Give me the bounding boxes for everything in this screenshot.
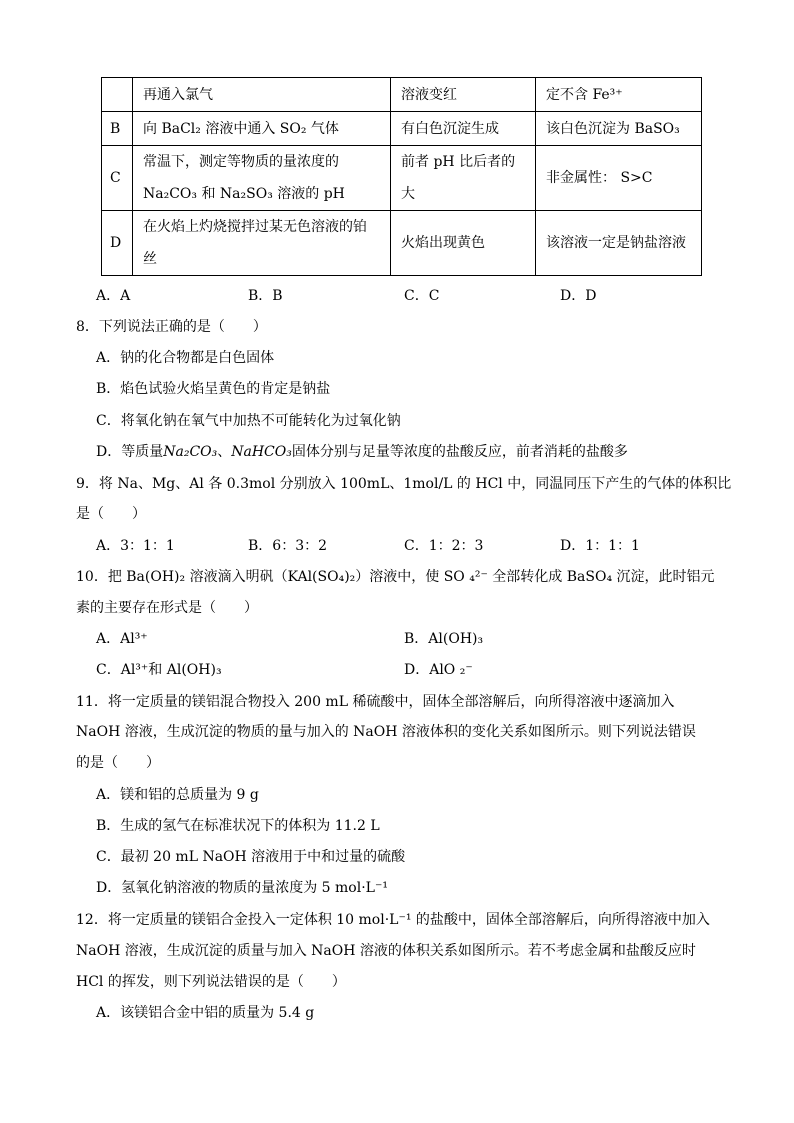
- phenomenon-cell: 有白色沉淀生成: [391, 112, 536, 146]
- row-label: B: [102, 112, 133, 146]
- question-8-option-b: B．焰色试验火焰呈黄色的肯定是钠盐: [96, 381, 331, 397]
- question-12-stem-line-3: HCl 的挥发，则下列说法错误的是（ ）: [76, 974, 346, 990]
- operation-line-1: 常温下，测定等物质的量浓度的: [143, 154, 339, 170]
- question-12-stem-line-2: NaOH 溶液，生成沉淀的质量与加入 NaOH 溶液的体积关系如图所示。若不考虑金属和盐酸反应时: [76, 943, 696, 959]
- question-10-option-a: A．Al³⁺: [96, 631, 148, 647]
- operation-cell: 向 BaCl₂ 溶液中通入 SO₂ 气体: [133, 112, 391, 146]
- operation-cell: 再通入氯气: [133, 78, 391, 112]
- question-11-option-c: C．最初 20 mL NaOH 溶液用于中和过量的硫酸: [96, 849, 406, 865]
- operation-cell: [133, 211, 391, 276]
- question-8-option-a: A．钠的化合物都是白色固体: [96, 350, 275, 366]
- row-label: D: [102, 211, 133, 276]
- conclusion-cell: 该白色沉淀为 BaSO₃: [536, 112, 702, 146]
- table-row: [102, 211, 702, 276]
- option-a: A．A: [96, 288, 131, 304]
- question-9-stem-line-1: 9．将 Na、Mg、Al 各 0.3mol 分别放入 100mL、1mol/L 的 HCl 中，同温同压下产生的气体的体积比: [76, 476, 732, 492]
- operation-cell: [133, 146, 391, 211]
- conclusion-cell: 该溶液一定是钠盐溶液: [536, 211, 702, 276]
- table-row: [102, 78, 702, 112]
- question-10-option-b: B．Al(OH)₃: [404, 631, 484, 647]
- question-8-option-c: C．将氧化钠在氧气中加热不可能转化为过氧化钠: [96, 413, 401, 429]
- question-8-option-d: [96, 441, 628, 461]
- question-10-option-d: D．AlO ₂⁻: [404, 662, 473, 678]
- question-11-stem-line-1: 11．将一定质量的镁铝混合物投入 200 mL 稀硫酸中，固体全部溶解后，向所得溶液中逐滴加入: [76, 694, 675, 710]
- question-11-stem-line-3: 的是（ ）: [76, 755, 160, 771]
- option-c: C．C: [404, 288, 440, 304]
- option-d-prefix: D．等质量: [96, 444, 164, 460]
- question-11-option-b: B．生成的氢气在标准状况下的体积为 11.2 L: [96, 818, 380, 834]
- row-label: [102, 78, 133, 112]
- row-label: C: [102, 146, 133, 211]
- question-8-stem: 8．下列说法正确的是（ ）: [76, 319, 267, 335]
- conclusion-cell: 定不含 Fe³⁺: [536, 78, 702, 112]
- experiment-table: [101, 77, 702, 276]
- option-d-suffix: 固体分别与足量等浓度的盐酸反应，前者消耗的盐酸多: [291, 444, 628, 460]
- question-9-option-a: A．3：1：1: [96, 538, 175, 554]
- option-b: B．B: [248, 288, 283, 304]
- table-row: [102, 146, 702, 211]
- question-9-stem-line-2: 是（ ）: [76, 506, 146, 522]
- operation-line-2: 丝: [143, 251, 157, 267]
- table-row: [102, 112, 702, 146]
- phenomenon-cell: 前者 pH 比后者的大: [391, 146, 536, 211]
- operation-line-2: Na₂CO₃ 和 Na₂SO₃ 溶液的 pH: [143, 186, 345, 202]
- question-11-option-a: A．镁和铝的总质量为 9 g: [96, 787, 259, 803]
- question-11-stem-line-2: NaOH 溶液，生成沉淀的物质的量与加入的 NaOH 溶液体积的变化关系如图所示。则下列说法错误: [76, 724, 696, 740]
- question-12-option-a: A．该镁铝合金中铝的质量为 5.4 g: [96, 1005, 315, 1021]
- formula-nahco3: NaHCO₃: [231, 444, 292, 460]
- question-12-stem-line-1: 12．将一定质量的镁铝合金投入一定体积 10 mol·L⁻¹ 的盐酸中，固体全部溶解后，向所得溶液中加入: [76, 912, 710, 928]
- phenomenon-cell: 溶液变红: [391, 78, 536, 112]
- question-9-option-b: B．6：3：2: [248, 538, 328, 554]
- formula-na2co3: Na₂CO₃: [163, 444, 218, 460]
- question-10-option-c: C．Al³⁺和 Al(OH)₃: [96, 662, 222, 678]
- option-d: D．D: [560, 288, 597, 304]
- operation-line-1: 在火焰上灼烧搅拌过某无色溶液的铂: [143, 219, 367, 235]
- question-9-option-c: C．1：2：3: [404, 538, 484, 554]
- conclusion-cell: 非金属性： S>C: [536, 146, 702, 211]
- question-10-stem-line-1: 10．把 Ba(OH)₂ 溶液滴入明矾（KAl(SO₄)₂）溶液中，使 SO ₄²⁻ 全部转化成 BaSO₄ 沉淀，此时铝元: [76, 569, 715, 585]
- question-11-option-d: D．氢氧化钠溶液的物质的量浓度为 5 mol·L⁻¹: [96, 880, 388, 896]
- question-9-option-d: D．1：1：1: [560, 538, 640, 554]
- phenomenon-cell: 火焰出现黄色: [391, 211, 536, 276]
- question-10-stem-line-2: 素的主要存在形式是（ ）: [76, 600, 258, 616]
- separator: 、: [217, 444, 232, 460]
